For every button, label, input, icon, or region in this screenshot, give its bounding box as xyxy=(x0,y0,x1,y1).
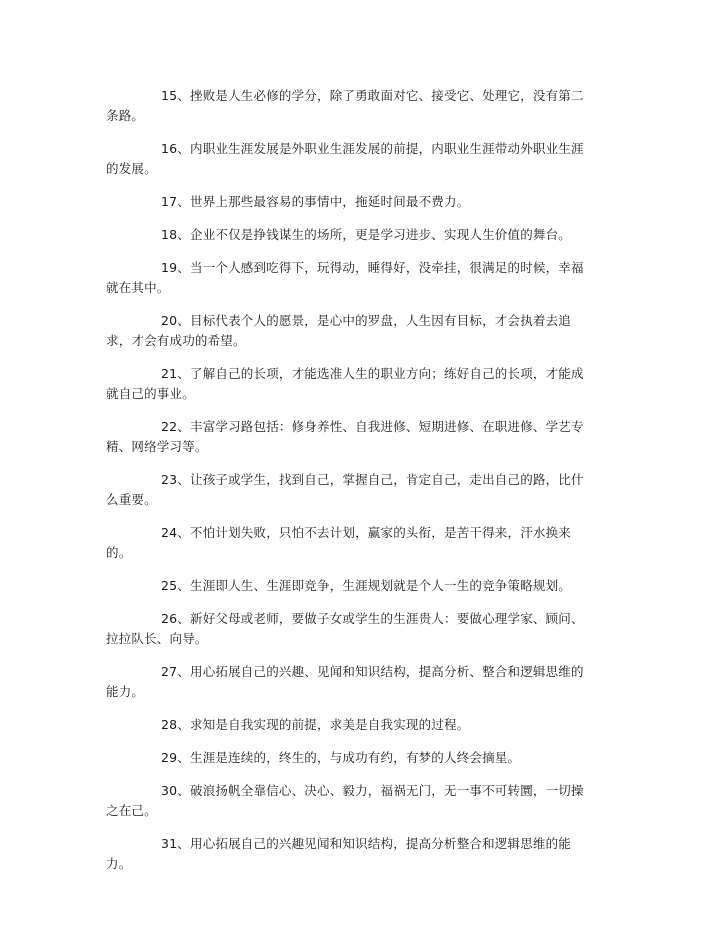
paragraph-27: 27、用心拓展自己的兴趣、见闻和知识结构，提高分析、整合和逻辑思维的能力。 xyxy=(106,664,584,699)
paragraph-29: 29、生涯是连续的，终生的，与成功有约，有梦的人终会摘星。 xyxy=(161,750,521,765)
paragraph-15: 15、挫败是人生必修的学分，除了勇敢面对它、接受它、处理它，没有第二条路。 xyxy=(106,88,584,123)
paragraph-22: 22、丰富学习路包括：修身养性、自我进修、短期进修、在职进修、学艺专精、网络学习等。 xyxy=(106,419,584,454)
paragraph-31: 31、用心拓展自己的兴趣见闻和知识结构，提高分析整合和逻辑思维的能力。 xyxy=(106,836,572,871)
paragraph-20: 20、目标代表个人的愿景，是心中的罗盘，人生因有目标，才会执着去追求，才会有成功的希望。 xyxy=(106,313,572,348)
paragraph-19: 19、当一个人感到吃得下，玩得动，睡得好，没牵挂，很满足的时候，幸福就在其中。 xyxy=(106,260,584,295)
paragraph-30: 30、破浪扬帆全靠信心、决心、毅力，福祸无门，无一事不可转圜，一切操之在己。 xyxy=(106,783,584,818)
document-body xyxy=(106,86,586,887)
paragraph-23: 23、让孩子或学生，找到自己，掌握自己，肯定自己，走出自己的路，比什么重要。 xyxy=(106,472,584,507)
paragraph-18: 18、企业不仅是挣钱谋生的场所，更是学习进步、实现人生价值的舞台。 xyxy=(161,227,572,242)
paragraph-24: 24、不怕计划失败，只怕不去计划，赢家的头衔，是苦干得来，汗水换来的。 xyxy=(106,525,572,560)
paragraph-21: 21、了解自己的长项，才能选准人生的职业方向；练好自己的长项，才能成就自己的事业。 xyxy=(106,366,584,401)
paragraph-17: 17、世界上那些最容易的事情中，拖延时间最不费力。 xyxy=(161,194,470,209)
paragraph-25: 25、生涯即人生、生涯即竞争，生涯规划就是个人一生的竞争策略规划。 xyxy=(161,578,572,593)
paragraph-28: 28、求知是自我实现的前提，求美是自我实现的过程。 xyxy=(161,717,470,732)
paragraph-26: 26、新好父母或老师，要做子女或学生的生涯贵人：要做心理学家、顾问、拉拉队长、向导。 xyxy=(106,611,584,646)
paragraph-16: 16、内职业生涯发展是外职业生涯发展的前提，内职业生涯带动外职业生涯的发展。 xyxy=(106,141,584,176)
